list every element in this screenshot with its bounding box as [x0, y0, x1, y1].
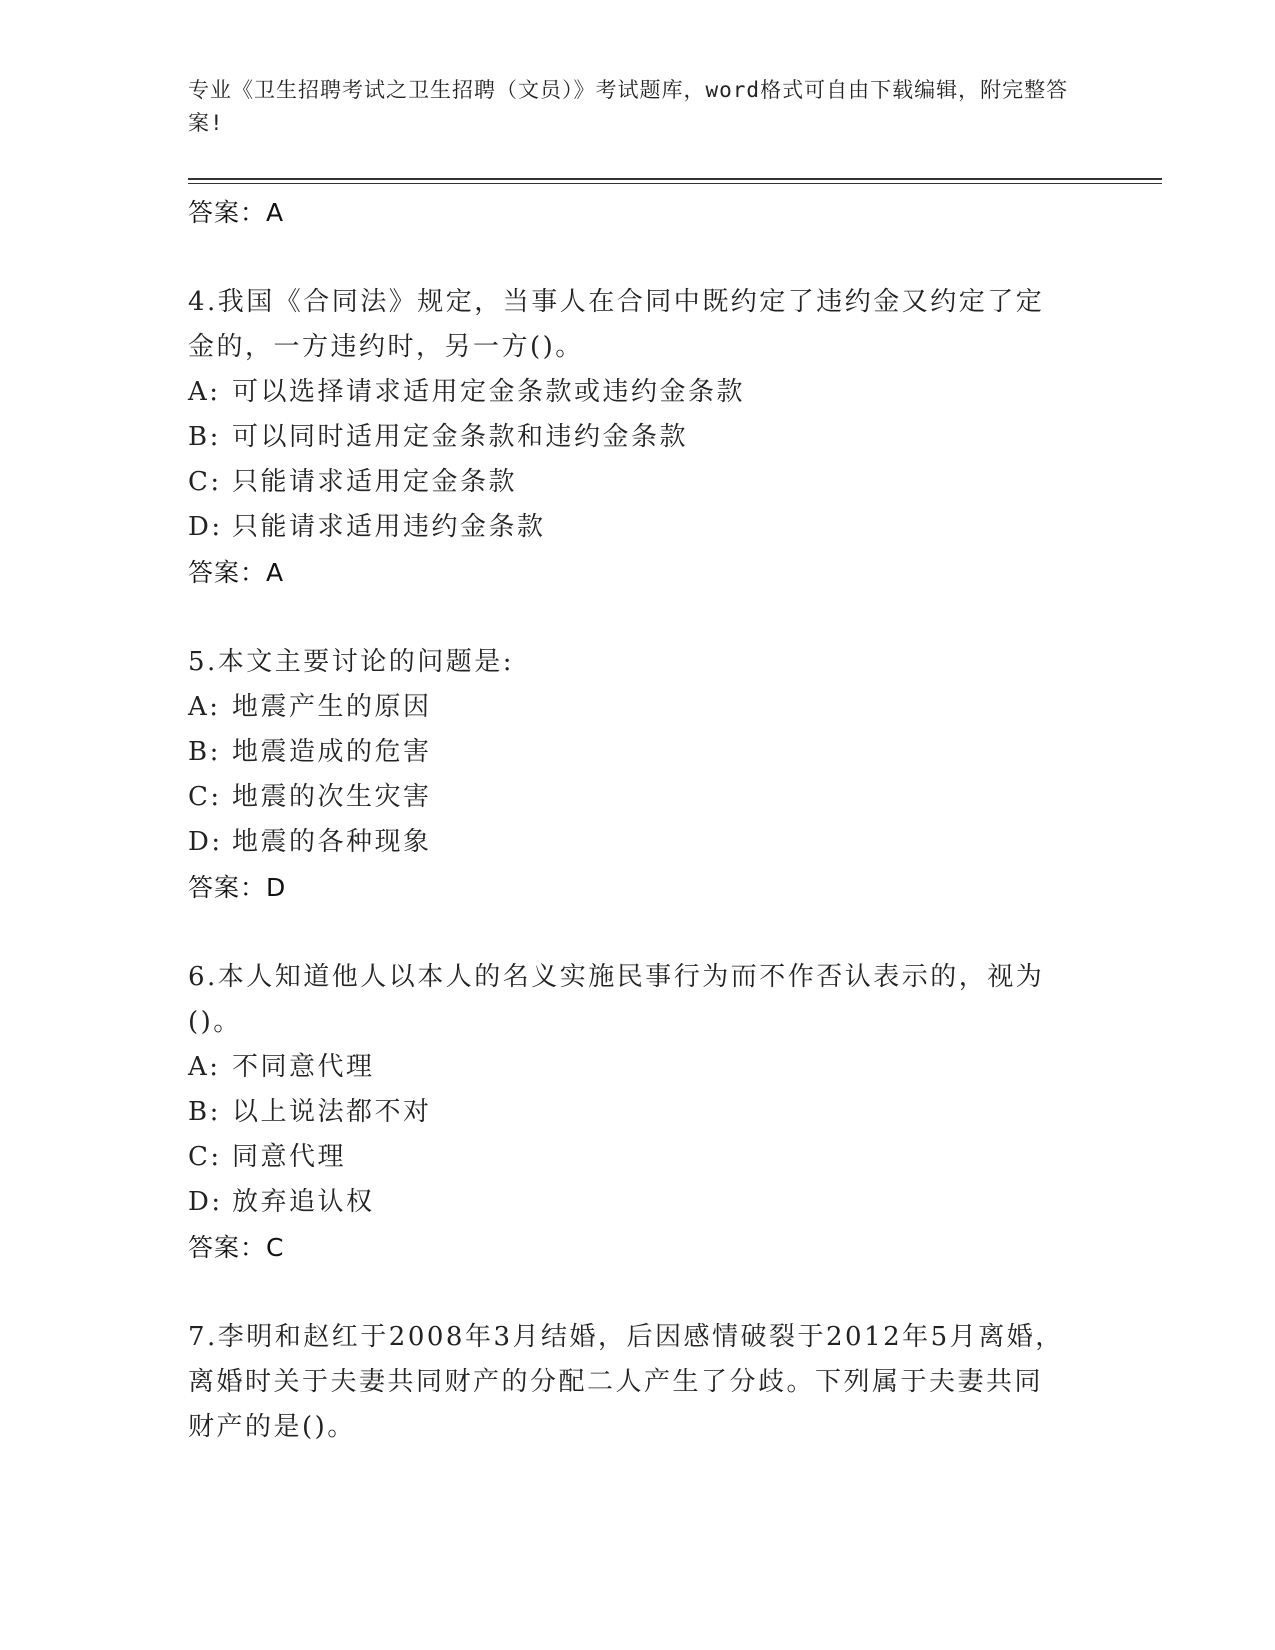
answer-line: 答案：A	[188, 558, 285, 587]
option-letter: C:	[188, 1142, 222, 1172]
option-d	[188, 505, 1068, 550]
option-letter: A:	[188, 692, 221, 722]
question-item	[188, 1315, 1068, 1450]
option-b	[188, 1090, 1068, 1135]
option-letter: B:	[188, 737, 221, 767]
option-letter: A:	[188, 377, 221, 407]
option-text: 可以选择请求适用定金条款或违约金条款	[232, 377, 746, 407]
option-c	[188, 460, 1068, 505]
option-a	[188, 370, 1068, 415]
option-text: 只能请求适用违约金条款	[232, 512, 546, 542]
option-b	[188, 730, 1068, 775]
spacer	[188, 1271, 1068, 1315]
option-text: 不同意代理	[232, 1052, 375, 1082]
option-letter: C:	[188, 782, 222, 812]
option-c	[188, 775, 1068, 820]
answer-line: 答案：C	[188, 1233, 285, 1262]
option-letter: D:	[188, 1187, 223, 1217]
question-text: 7.李明和赵红于2008年3月结婚，后因感情破裂于2012年5月离婚，离婚时关于夫妻共同财产的分配二人产生了分歧。下列属于夫妻共同财产的是()。	[188, 1322, 1064, 1442]
header-rule	[188, 178, 1162, 180]
spacer	[188, 911, 1068, 955]
spacer	[188, 236, 1068, 280]
option-a	[188, 685, 1068, 730]
header-rule-thin	[188, 183, 1162, 184]
question-text: 4.我国《合同法》规定，当事人在合同中既约定了违约金又约定了定金的，一方违约时，另一方()。	[188, 287, 1045, 362]
question-item	[188, 640, 1068, 911]
option-letter: D:	[188, 827, 223, 857]
answer-line: 答案：D	[188, 873, 287, 902]
option-d	[188, 1180, 1068, 1225]
answer-line: 答案：A	[188, 198, 285, 227]
option-text: 可以同时适用定金条款和违约金条款	[232, 422, 689, 452]
option-text: 地震造成的危害	[232, 737, 432, 767]
spacer	[188, 596, 1068, 640]
option-d	[188, 820, 1068, 865]
question-list	[188, 190, 1068, 1450]
option-c	[188, 1135, 1068, 1180]
option-text: 地震产生的原因	[232, 692, 432, 722]
option-letter: B:	[188, 422, 221, 452]
question-item	[188, 280, 1068, 596]
option-b	[188, 415, 1068, 460]
option-text: 放弃追认权	[232, 1187, 375, 1217]
option-letter: D:	[188, 512, 223, 542]
document-header: 专业《卫生招聘考试之卫生招聘（文员）》考试题库，word格式可自由下载编辑，附完整答案!	[188, 78, 1069, 135]
option-a	[188, 1045, 1068, 1090]
option-letter: B:	[188, 1097, 221, 1127]
option-text: 地震的次生灾害	[232, 782, 432, 812]
question-text: 6.本人知道他人以本人的名义实施民事行为而不作否认表示的，视为()。	[188, 962, 1045, 1037]
option-text: 同意代理	[232, 1142, 347, 1172]
option-letter: C:	[188, 467, 222, 497]
question-item	[188, 955, 1068, 1271]
option-letter: A:	[188, 1052, 221, 1082]
question-text: 5.本文主要讨论的问题是:	[188, 647, 515, 677]
option-text: 地震的各种现象	[232, 827, 432, 857]
option-text: 以上说法都不对	[232, 1097, 432, 1127]
option-text: 只能请求适用定金条款	[232, 467, 518, 497]
